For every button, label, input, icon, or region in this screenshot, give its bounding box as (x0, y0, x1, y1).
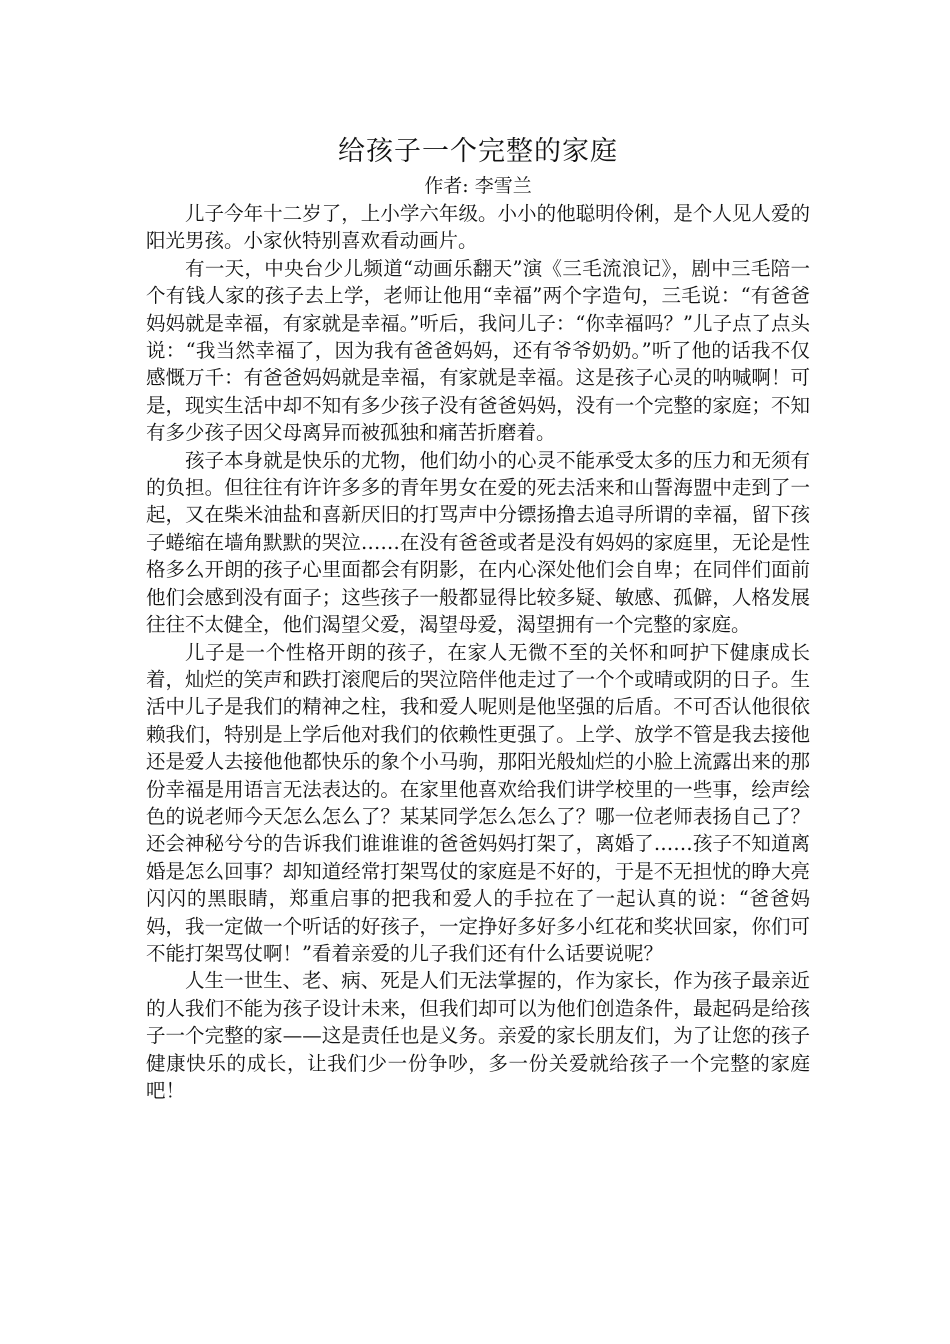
paragraph-5: 人生一世生、老、病、死是人们无法掌握的，作为家长，作为孩子最亲近的人我们不能为孩子设计未来，但我们却可以为他们创造条件，最起码是给孩子一个完整的家——这是责任也是义务。亲爱的家长朋友们，为了让您的孩子健康快乐的成长，让我们少一份争吵，多一份关爱就给孩子一个完整的家庭吧！ (146, 969, 810, 1102)
document-author: 作者: 李雪兰 (424, 175, 532, 197)
document-page (146, 132, 810, 1104)
paragraph-1: 儿子今年十二岁了，上小学六年级。小小的他聪明伶俐，是个人见人爱的阳光男孩。小家伙特别喜欢看动画片。 (146, 202, 810, 253)
paragraph-4: 儿子是一个性格开朗的孩子，在家人无微不至的关怀和呵护下健康成长着，灿烂的笑声和跌打滚爬后的哭泣陪伴他走过了一个个或晴或阴的日子。生活中儿子是我们的精神之柱，我和爱人呢则是他坚强的后盾。不可否认他很依赖我们，特别是上学后他对我们的依赖性更强了。上学、放学不管是我去接他还是爱人去接他他都快乐的象个小马驹，那阳光般灿烂的小脸上流露出来的那份幸福是用语言无法表达的。在家里他喜欢给我们讲学校里的一些事，绘声绘色的说老师今天怎么怎么了？某某同学怎么怎么了？哪一位老师表扬自己了？还会神秘兮兮的告诉我们谁谁谁的爸爸妈妈打架了，离婚了……孩子不知道离婚是怎么回事？却知道经常打架骂仗的家庭是不好的，于是不无担忧的睁大亮闪闪的黑眼睛，郑重启事的把我和爱人的手拉在了一起认真的说：“爸爸妈妈，我一定做一个听话的好孩子，一定挣好多好多小红花和奖状回家，你们可不能打架骂仗啊！”看着亲爱的儿子我们还有什么话要说呢？ (146, 640, 810, 965)
paragraph-2: 有一天，中央台少儿频道“动画乐翻天”演《三毛流浪记》，剧中三毛陪一个有钱人家的孩子去上学，老师让他用“幸福”两个字造句，三毛说：“有爸爸妈妈就是幸福，有家就是幸福。”听后，我问儿子：“你幸福吗？”儿子点了点头说：“我当然幸福了，因为我有爸爸妈妈，还有爷爷奶奶。”听了他的话我不仅感慨万千：有爸爸妈妈就是幸福，有家就是幸福。这是孩子心灵的呐喊啊！可是，现实生活中却不知有多少孩子没有爸爸妈妈，没有一个完整的家庭；不知有多少孩子因父母离异而被孤独和痛苦折磨着。 (146, 256, 810, 445)
paragraph-3: 孩子本身就是快乐的尤物，他们幼小的心灵不能承受太多的压力和无须有的负担。但往往有许许多多的青年男女在爱的死去活来和山誓海盟中走到了一起，又在柴米油盐和喜新厌旧的打骂声中分镖扬撸去追寻所谓的幸福，留下孩子蜷缩在墙角默默的哭泣……在没有爸爸或者是没有妈妈的家庭里，无论是性格多么开朗的孩子心里面都会有阴影，在内心深处他们会自卑；在同伴们面前他们会感到没有面子；这些孩子一般都显得比较多疑、敏感、孤僻，人格发展往往不太健全，他们渴望父爱，渴望母爱，渴望拥有一个完整的家庭。 (146, 448, 810, 637)
document-title: 给孩子一个完整的家庭 (338, 136, 618, 167)
